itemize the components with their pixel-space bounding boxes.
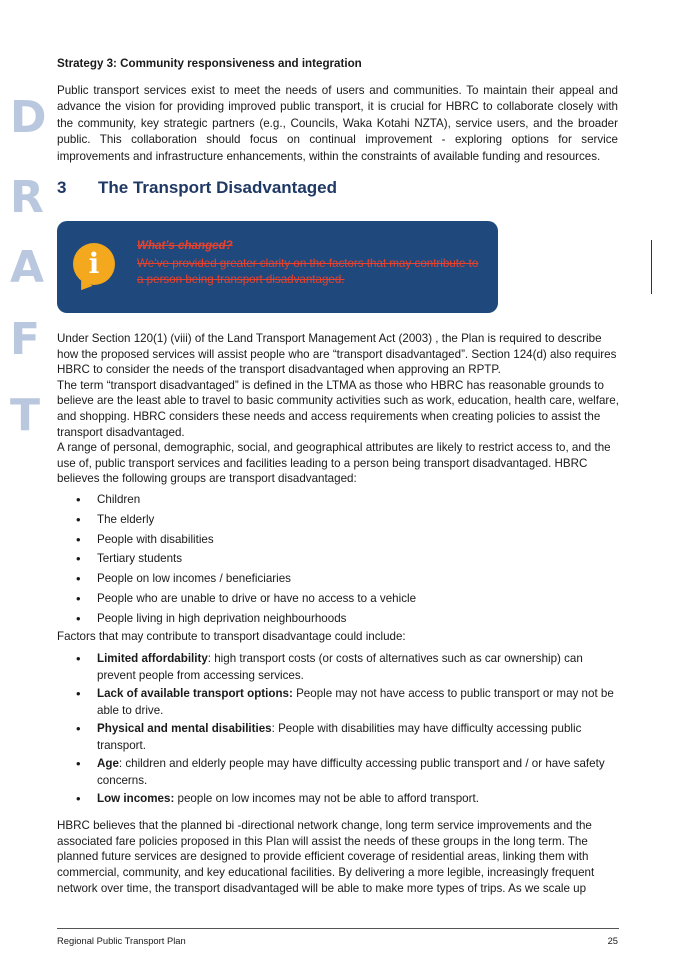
whats-changed-callout (57, 221, 498, 313)
list-item: • The elderly (57, 510, 619, 530)
watermark-letter-f: F (10, 314, 41, 365)
footer-divider (57, 928, 619, 929)
factor-text: : People with disabilities may have difficulty accessing public transport. (97, 722, 582, 753)
factor-text: People may not have access to public transport or may not be able to drive. (97, 687, 614, 717)
factor-text: people on low incomes may not be able to afford transport. (174, 792, 479, 806)
list-item: • People who are unable to drive or have no access to a vehicle (57, 589, 619, 609)
footer-document-title: Regional Public Transport Plan (57, 935, 186, 946)
section-title: The Transport Disadvantaged (98, 178, 337, 197)
paragraph-closing: HBRC believes that the planned bi -directional network change, long term service improvements and the associated fare policies proposed in this Plan will assist the needs of these groups in the long term. The planned future services are designed to provide efficient coverage of residential areas, linking them with commercial, community, and key educational facilities. By delivering a more legible, increasingly frequent network over time, the transport disadvantaged will be able to make more types of trips. As we scale up (57, 819, 595, 895)
factor-term: Limited affordability (97, 652, 208, 666)
section-heading (57, 178, 337, 198)
strategy-paragraph: Public transport services exist to meet the needs of users and communities. To maintain their appeal and advance the vision for providing improved public transport, it is crucial for HBRC to collaborate closely with the community, key strategic partners (e.g., Councils, Waka Kotahi NZTA), service users, and the broader public. This collaboration should focus on continual improvement - exploring options for service improvements and infrastructure enhancements, within the constraints of available funding and resources. (57, 84, 618, 163)
list-item: • Children (57, 490, 619, 510)
list-item (57, 651, 619, 685)
body-text (57, 331, 619, 896)
list-item: • People with disabilities (57, 530, 619, 550)
info-icon: i (73, 243, 115, 285)
watermark-letter-a: A (10, 242, 45, 293)
list-item (57, 791, 619, 808)
strategy-heading: Strategy 3: Community responsiveness and integration (57, 57, 362, 70)
watermark-letter-r: R (10, 172, 44, 223)
list-item: • Tertiary students (57, 549, 619, 569)
paragraph-ltma-section: Under Section 120(1) (viii) of the Land Transport Management Act (2003) , the Plan is required to describe how the proposed services will assist people who are “transport disadvantaged”. Section 124(d) also requires HBRC to consider the needs of the transport disadvantaged when approving an RPTP. (57, 332, 617, 377)
factor-text: : children and elderly people may have difficulty accessing public transport and / or have safety concerns. (97, 757, 605, 788)
callout-body: We’ve provided greater clarity on the factors that may contribute to a person being transport disadvantaged. (137, 257, 479, 287)
list-item: • People living in high deprivation neighbourhoods (57, 609, 619, 629)
list-item: • People on low incomes / beneficiaries (57, 569, 619, 589)
list-item (57, 756, 619, 790)
watermark-letter-t: T (10, 390, 41, 441)
factor-term: Age (97, 757, 119, 771)
disadvantaged-groups-list (57, 490, 619, 629)
factor-term: Low incomes: (97, 792, 175, 806)
list-item (57, 721, 619, 755)
factor-term: Lack of available transport options: (97, 687, 293, 701)
paragraph-attributes: A range of personal, demographic, social, and geographical attributes are likely to restrict access to, and the use of, public transport services and facilities leading to a person being transport disadvantaged. HBRC believes the following groups are transport disadvantaged: (57, 441, 611, 486)
list-item (57, 686, 619, 720)
page-number: 25 (607, 935, 618, 946)
section-number: 3 (57, 178, 67, 197)
factor-term: Physical and mental disabilities (97, 722, 272, 736)
factor-text: : high transport costs (or costs of alternatives such as car ownership) can prevent people from accessing services. (97, 652, 583, 682)
watermark-letter-d: D (10, 92, 47, 143)
paragraph-definition: The term “transport disadvantaged” is defined in the LTMA as those who HBRC has reasonable grounds to believe are the least able to travel to basic community activities such as work, education, health care, welfare, and shopping. HBRC considers these needs and access requirements when creating policies to assist the transport disadvantaged. (57, 378, 619, 439)
callout-title: What’s changed? (137, 239, 233, 252)
factors-list (57, 651, 619, 808)
factors-intro: Factors that may contribute to transport disadvantage could include: (57, 629, 406, 643)
revision-change-bar (651, 240, 652, 294)
